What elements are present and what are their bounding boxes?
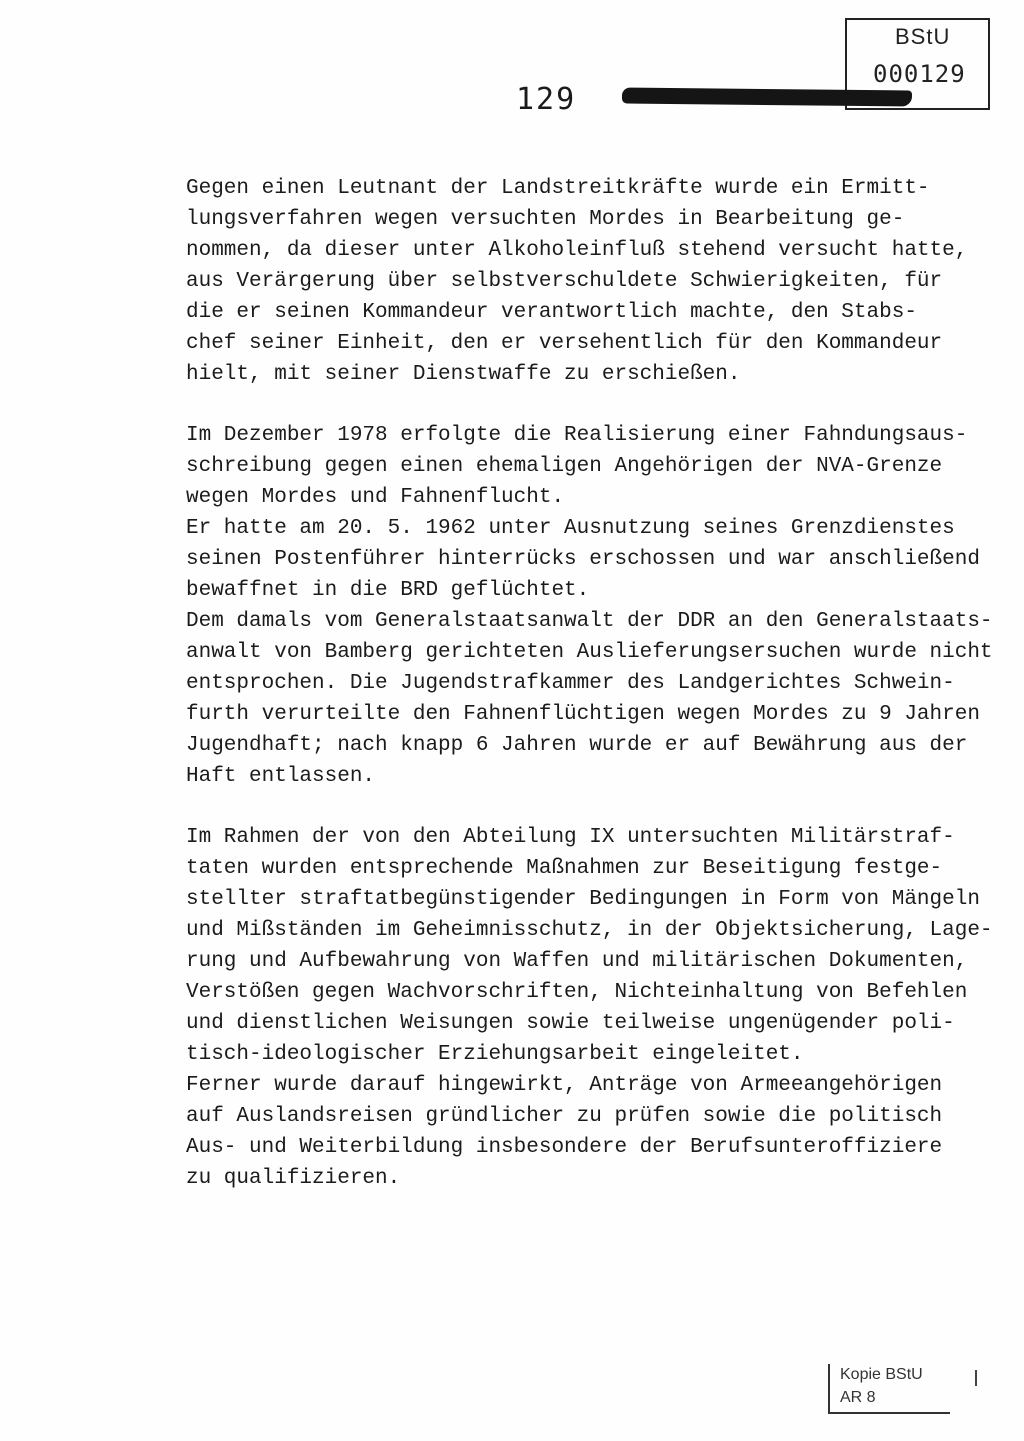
text-line: Er hatte am 20. 5. 1962 unter Ausnutzung seines Grenzdienstes	[186, 517, 955, 540]
sheet-number: 000129	[873, 60, 966, 88]
text-line: bewaffnet in die BRD geflüchtet.	[186, 579, 590, 602]
text-line: chef seiner Einheit, den er versehentlich für den Kommandeur	[186, 332, 943, 355]
body-text	[186, 173, 1001, 1224]
text-line: Im Rahmen der von den Abteilung IX untersuchten Militärstraf-	[186, 826, 955, 849]
text-line: rung und Aufbewahrung von Waffen und militärischen Dokumenten,	[186, 950, 968, 973]
text-line: furth verurteilte den Fahnenflüchtigen wegen Mordes zu 9 Jahren	[186, 703, 980, 726]
text-line: auf Auslandsreisen gründlicher zu prüfen sowie die politisch	[186, 1105, 943, 1128]
text-line: Jugendhaft; nach knapp 6 Jahren wurde er auf Bewährung aus der	[186, 734, 968, 757]
text-line: Haft entlassen.	[186, 765, 376, 788]
redaction-bar	[622, 87, 912, 106]
paragraph-3	[186, 822, 1001, 1194]
text-line: lungsverfahren wegen versuchten Mordes in Bearbeitung ge-	[186, 208, 905, 231]
text-line: hielt, mit seiner Dienstwaffe zu erschießen.	[186, 363, 741, 386]
text-line: Ferner wurde darauf hingewirkt, Anträge von Armeeangehörigen	[186, 1074, 943, 1097]
archive-name: BStU	[895, 24, 951, 49]
text-line: nommen, da dieser unter Alkoholeinfluß stehend versucht hatte,	[186, 239, 968, 262]
text-line: Gegen einen Leutnant der Landstreitkräfte wurde ein Ermitt-	[186, 177, 930, 200]
text-line: Im Dezember 1978 erfolgte die Realisierung einer Fahndungsaus-	[186, 424, 968, 447]
margin-mark	[975, 1370, 977, 1386]
copy-stamp-line-2: AR 8	[840, 1389, 876, 1406]
text-line: Aus- und Weiterbildung insbesondere der Berufsunteroffiziere	[186, 1136, 943, 1159]
text-line: anwalt von Bamberg gerichteten Auslieferungsersuchen wurde nicht	[186, 641, 993, 664]
text-line: wegen Mordes und Fahnenflucht.	[186, 486, 565, 509]
text-line: Dem damals vom Generalstaatsanwalt der DDR an den Generalstaats-	[186, 610, 993, 633]
text-line: die er seinen Kommandeur verantwortlich machte, den Stabs-	[186, 301, 917, 324]
copy-stamp-line-1: Kopie BStU	[840, 1366, 923, 1383]
text-line: taten wurden entsprechende Maßnahmen zur Beseitigung festge-	[186, 857, 943, 880]
text-line: und Mißständen im Geheimnisschutz, in der Objektsicherung, Lage-	[186, 919, 993, 942]
text-line: seinen Postenführer hinterrücks erschossen und war anschließend	[186, 548, 980, 571]
paragraph-2	[186, 420, 1001, 792]
text-line: entsprochen. Die Jugendstrafkammer des Landgerichtes Schwein-	[186, 672, 955, 695]
text-line: schreibung gegen einen ehemaligen Angehörigen der NVA-Grenze	[186, 455, 943, 478]
text-line: Verstößen gegen Wachvorschriften, Nichteinhaltung von Befehlen	[186, 981, 968, 1004]
page-number: 129	[516, 82, 577, 117]
copy-stamp	[828, 1364, 950, 1414]
text-line: stellter straftatbegünstigender Bedingungen in Form von Mängeln	[186, 888, 980, 911]
text-line: tisch-ideologischer Erziehungsarbeit eingeleitet.	[186, 1043, 804, 1066]
text-line: aus Verärgerung über selbstverschuldete Schwierigkeiten, für	[186, 270, 943, 293]
paragraph-1	[186, 173, 1001, 390]
text-line: zu qualifizieren.	[186, 1167, 401, 1190]
text-line: und dienstlichen Weisungen sowie teilweise ungenügender poli-	[186, 1012, 955, 1035]
